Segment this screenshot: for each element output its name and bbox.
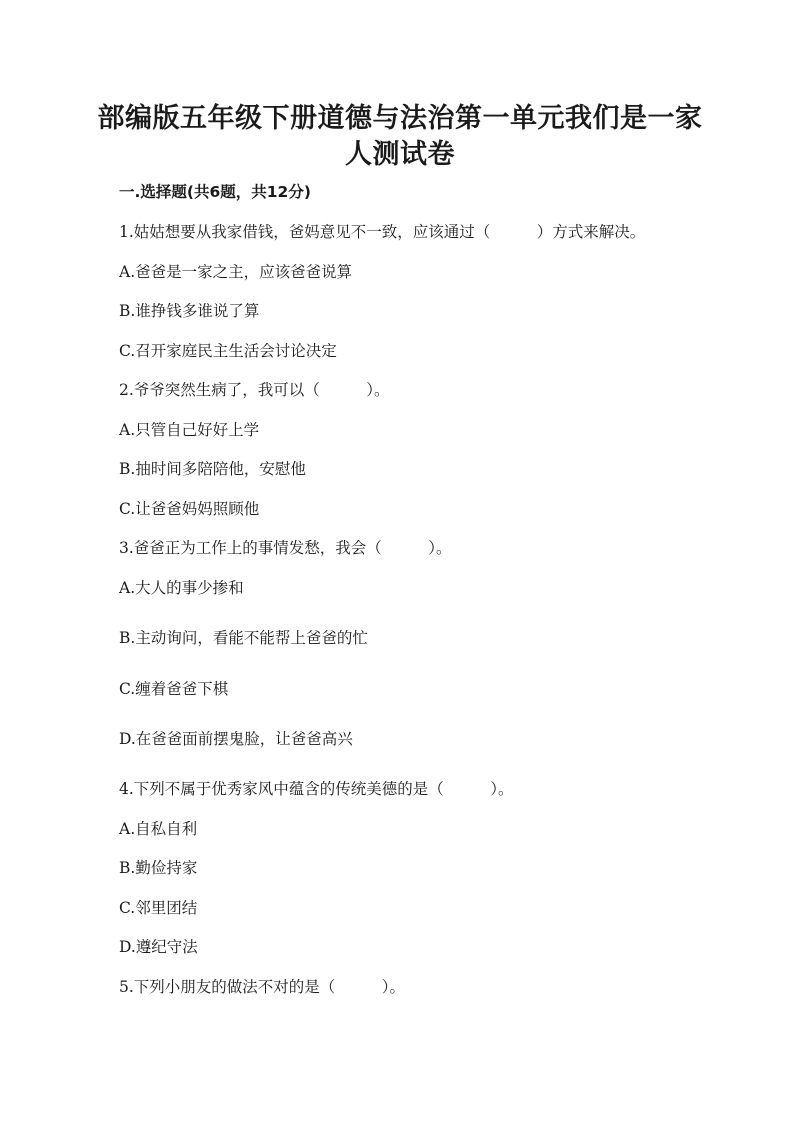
question-4-stem: 4.下列不属于优秀家风中蕴含的传统美德的是（ ）。: [119, 780, 514, 798]
question-3-option-b: B.主动询问，看能不能帮上爸爸的忙: [119, 629, 368, 647]
question-3-option-d: D.在爸爸面前摆鬼脸，让爸爸高兴: [119, 730, 353, 748]
question-1-option-b: B.谁挣钱多谁说了算: [119, 302, 260, 320]
section-header: 一.选择题(共6题，共12分): [119, 183, 311, 201]
page-title-line-2: 人测试卷: [345, 139, 455, 170]
question-1-option-c: C.召开家庭民主生活会讨论决定: [119, 342, 337, 360]
question-1-stem: 1.姑姑想要从我家借钱，爸妈意见不一致，应该通过（ ）方式来解决。: [119, 223, 646, 241]
question-1-option-a: A.爸爸是一家之主，应该爸爸说算: [119, 263, 353, 281]
question-2-option-c: C.让爸爸妈妈照顾他: [119, 500, 260, 518]
question-4-option-b: B.勤俭持家: [119, 859, 198, 877]
question-2-option-a: A.只管自己好好上学: [119, 421, 260, 439]
question-4-option-d: D.遵纪守法: [119, 938, 198, 956]
question-3-stem: 3.爸爸正为工作上的事情发愁，我会（ ）。: [119, 539, 452, 557]
question-5-stem: 5.下列小朋友的做法不对的是（ ）。: [119, 978, 406, 996]
question-2-option-b: B.抽时间多陪陪他，安慰他: [119, 460, 306, 478]
question-4-option-a: A.自私自利: [119, 820, 198, 838]
question-2-stem: 2.爷爷突然生病了，我可以（ ）。: [119, 381, 390, 399]
question-4-option-c: C.邻里团结: [119, 899, 198, 917]
page-title-line-1: 部编版五年级下册道德与法治第一单元我们是一家: [97, 103, 703, 134]
question-3-option-a: A.大人的事少掺和: [119, 579, 244, 597]
question-3-option-c: C.缠着爸爸下棋: [119, 680, 229, 698]
